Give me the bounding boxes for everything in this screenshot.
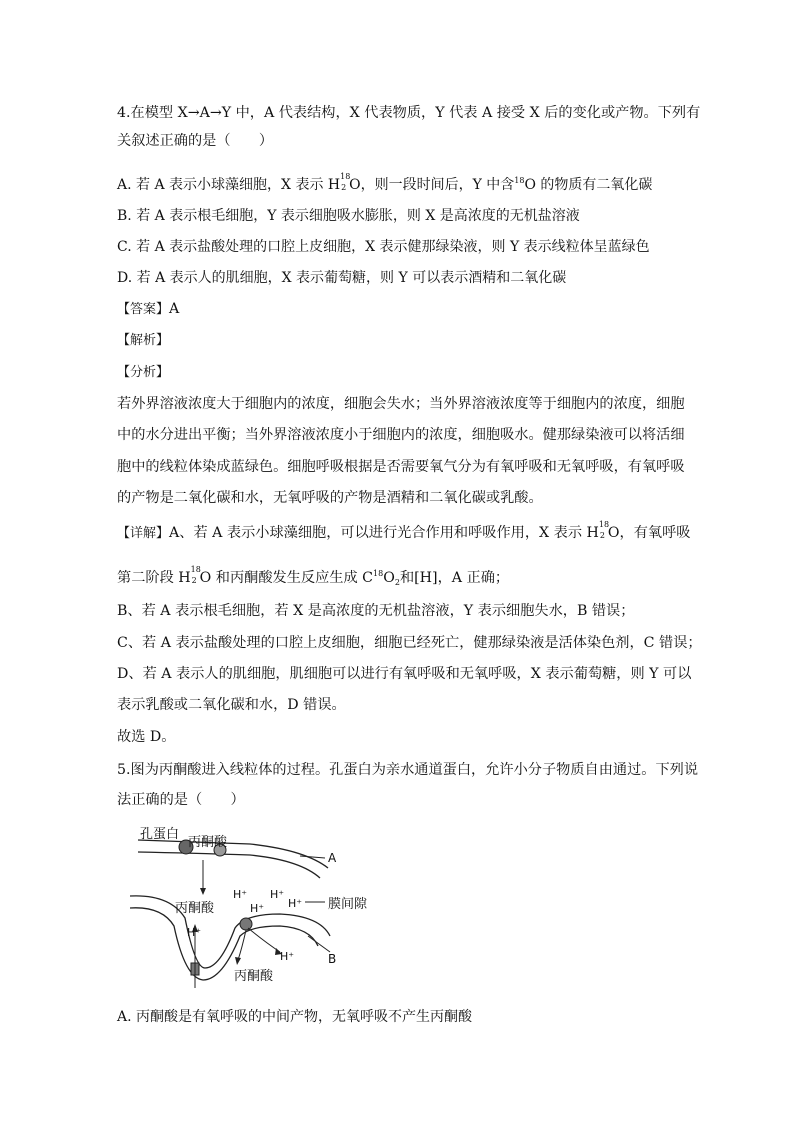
h-plus-label: H⁺ <box>280 950 295 963</box>
h-plus-label: H⁺ <box>270 888 285 901</box>
detail-tag: 【详解】 <box>117 526 170 541</box>
detail-line6: 表示乳酸或二氧化碳和水，D 错误。 <box>117 697 346 713</box>
analysis-paragraph-line3: 胞中的线粒体染成蓝绿色。细胞呼吸根据是否需要氧气分为有氧呼吸和无氧呼吸，有氧呼吸 <box>117 459 685 475</box>
q5-stem-line2: 法正确的是（ ） <box>117 792 245 808</box>
q4-stem-line2: 关叙述正确的是（ ） <box>117 133 274 149</box>
pyruvate-top-label: 丙酮酸 <box>188 835 228 850</box>
pyruvate-mid-label: 丙酮酸 <box>175 901 215 916</box>
arrowhead-icon <box>200 888 206 895</box>
detail-line3: B、若 A 表示根毛细胞，若 X 是高浓度的无机盐溶液，Y 表示细胞失水，B 错误； <box>117 603 635 619</box>
h-plus-label: H⁺ <box>233 888 248 901</box>
label-b-pointer <box>308 936 330 952</box>
h-plus-label: H⁺ <box>250 902 265 915</box>
inner-membrane-line2 <box>130 908 318 980</box>
mitochondria-pyruvate-diagram <box>130 818 400 988</box>
detail-line2: 第二阶段 H 18 2 O 和丙酮酸发生反应生成 $C^{18}O_2$和[H]，A 正确； <box>117 565 510 587</box>
inner-transporter-icon <box>240 918 252 930</box>
h-plus-enter-arrow-icon <box>248 928 280 952</box>
detail-line1: 【详解】A、若 A 表示小球藻细胞，可以进行光合作用和呼吸作用，X 表示 H 18 2 O，有氧呼吸 <box>117 520 691 541</box>
h-plus-label: H⁺ <box>288 897 303 910</box>
analysis-paragraph-line4: 的产物是二氧化碳和水，无氧呼吸的产物是酒精和二氧化碳或乳酸。 <box>117 490 543 506</box>
q5-stem-line1: 5.图为丙酮酸进入线粒体的过程。孔蛋白为亲水通道蛋白，允许小分子物质自由通过。下列说 <box>117 762 699 778</box>
analysis-tag: 【解析】 <box>117 333 170 348</box>
fenxi-tag: 【分析】 <box>117 365 170 380</box>
q4-option-b: B. 若 A 表示根毛细胞，Y 表示细胞吸水膨胀，则 X 是高浓度的无机盐溶液 <box>117 208 580 224</box>
answer-tag: 【答案】 <box>117 302 170 317</box>
conclusion: 故选 D。 <box>117 729 176 745</box>
label-a-pointer <box>300 856 325 858</box>
label-a: A <box>328 851 337 865</box>
porin-label: 孔蛋白 <box>140 827 180 842</box>
analysis-paragraph-line1: 若外界溶液浓度大于细胞内的浓度，细胞会失水；当外界溶液浓度等于细胞内的浓度，细胞 <box>117 396 685 412</box>
intermembrane-label: 膜间隙 <box>328 897 368 912</box>
q4-option-a: A. 若 A 表示小球藻细胞，X 表示 H 18 2 O，则一段时间后，Y 中含$^{18}$O 的物质有二氧化碳 <box>117 172 653 193</box>
q4-option-d: D. 若 A 表示人的肌细胞，X 表示葡萄糖，则 Y 可以表示酒精和二氧化碳 <box>117 270 567 286</box>
analysis-paragraph-line2: 中的水分进出平衡；当外界溶液浓度小于细胞内的浓度，细胞吸水。健那绿染液可以将活细 <box>117 427 685 443</box>
q5-option-a: A. 丙酮酸是有氧呼吸的中间产物，无氧呼吸不产生丙酮酸 <box>117 1009 473 1025</box>
answer-line <box>117 299 179 320</box>
q4-option-c: C. 若 A 表示盐酸处理的口腔上皮细胞，X 表示健那绿染液，则 Y 表示线粒体呈蓝绿色 <box>117 239 650 255</box>
label-b: B <box>328 952 337 966</box>
q4-stem-line1: 4.在模型 X→A→Y 中，A 代表结构，X 代表物质，Y 代表 A 接受 X 后的变化或产物。下列有 <box>117 105 701 121</box>
arrowhead-icon <box>235 957 241 965</box>
detail-line4: C、若 A 表示盐酸处理的口腔上皮细胞，细胞已经死亡，健那绿染液是活体染色剂，C 错误； <box>117 635 702 651</box>
pyruvate-bottom-label: 丙酮酸 <box>234 969 274 984</box>
h-plus-label: H⁺ <box>187 926 202 939</box>
outer-membrane-line2 <box>138 852 320 878</box>
answer-value: A <box>169 301 180 317</box>
detail-line5: D、若 A 表示人的肌细胞，肌细胞可以进行有氧呼吸和无氧呼吸，X 表示葡萄糖，则 Y 可以 <box>117 666 692 682</box>
